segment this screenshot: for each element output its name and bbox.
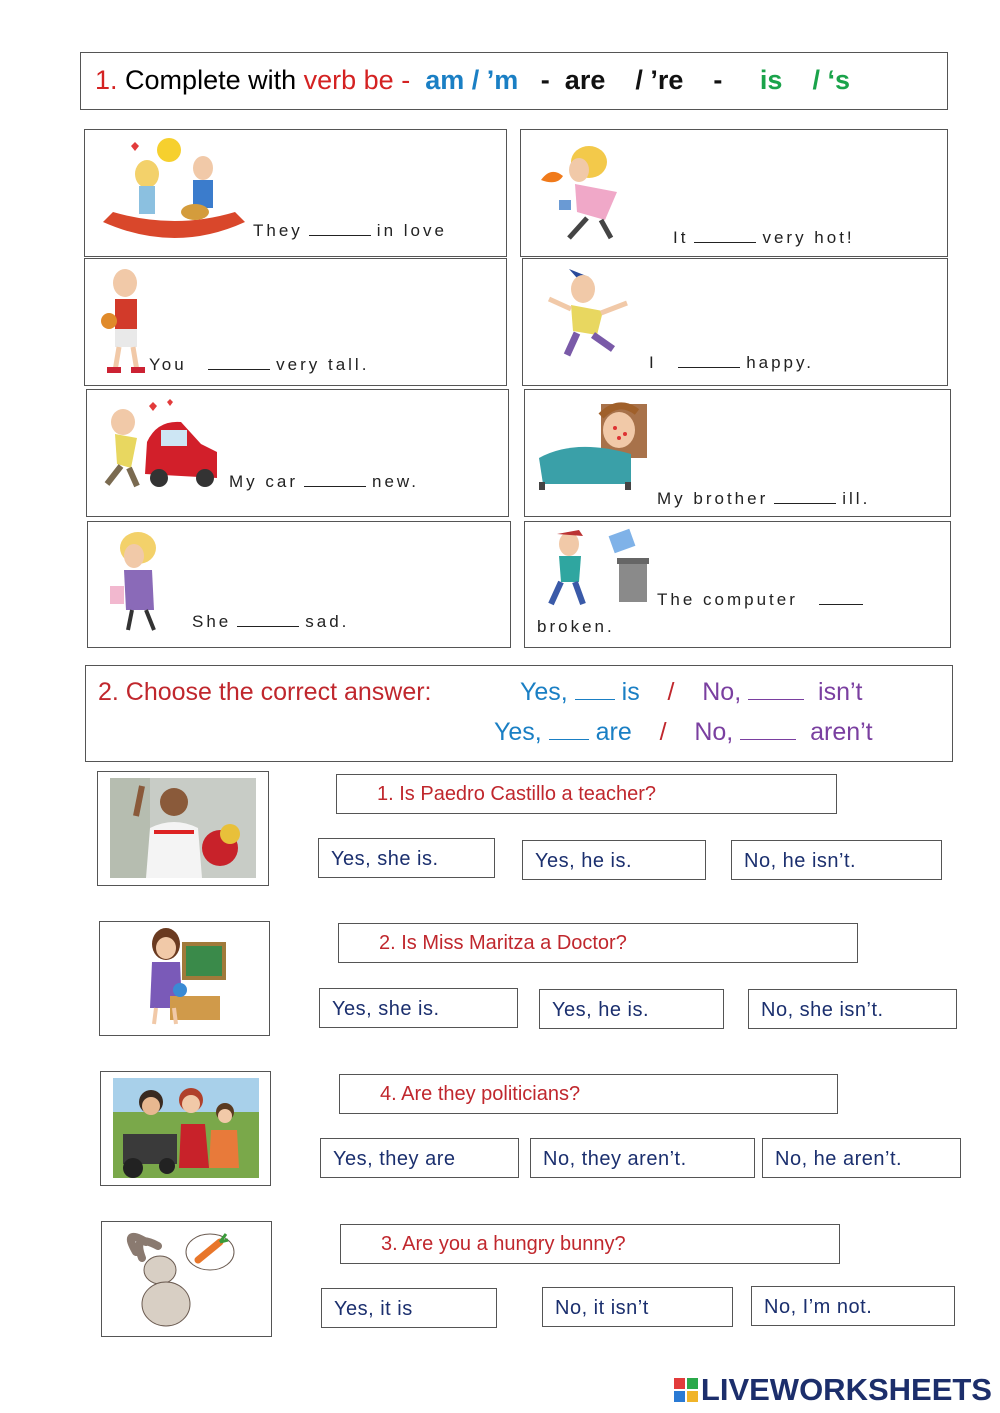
pattern-blank-2 — [748, 681, 804, 700]
sentence-7-end: sad. — [305, 612, 350, 631]
sentence-2-end: very hot! — [762, 228, 855, 247]
q1-option-3[interactable]: No, he isn’t. — [731, 840, 942, 880]
exercise-cell-1 — [84, 129, 507, 257]
pattern-no-1: No, — [702, 678, 742, 706]
sentence-8 — [657, 590, 869, 610]
sentence-8-continued — [537, 617, 615, 637]
photo-family — [100, 1071, 271, 1186]
dash-2: - — [713, 65, 723, 95]
is-short-form: / ‘s — [812, 65, 850, 95]
happy-man-illustration — [533, 263, 643, 369]
question-3: 4. Are they politicians? — [339, 1074, 838, 1114]
sentence-3-end: very tall. — [276, 355, 370, 374]
are-form: are — [564, 65, 606, 95]
is-form: is — [759, 65, 783, 95]
pattern-yes-2: Yes, — [494, 718, 542, 746]
pattern-yes-1: Yes, — [520, 678, 568, 706]
politician-photo-illustration — [98, 772, 267, 884]
question-4: 3. Are you a hungry bunny? — [340, 1224, 840, 1264]
pattern-isnt: isn’t — [818, 678, 863, 706]
q3-option-2[interactable]: No, they aren’t. — [530, 1138, 755, 1178]
sentence-7-start: She — [192, 612, 232, 631]
man-with-car-illustration — [97, 398, 227, 492]
q2-option-3[interactable]: No, she isn’t. — [748, 989, 957, 1029]
pattern-blank-4 — [740, 721, 796, 740]
blank-3[interactable] — [208, 355, 270, 370]
are-short-form: / ’re — [635, 65, 684, 95]
blank-1[interactable] — [309, 221, 371, 236]
tall-man-illustration — [93, 263, 153, 381]
exercise-1-number: 1. — [95, 65, 118, 95]
sentence-5 — [229, 472, 419, 492]
exercise-cell-3 — [84, 258, 507, 386]
blank-8[interactable] — [819, 590, 863, 605]
photo-politician — [97, 771, 269, 886]
sentence-1-end: in love — [376, 221, 447, 240]
exercise-cell-2 — [520, 129, 948, 257]
answer-pattern-is — [520, 678, 862, 707]
q2-option-2[interactable]: Yes, he is. — [539, 989, 724, 1029]
pattern-blank-1 — [575, 681, 615, 700]
exercise-cell-8 — [524, 521, 951, 648]
pattern-are: are — [595, 718, 632, 746]
q3-option-3[interactable]: No, he aren’t. — [762, 1138, 961, 1178]
sentence-5-end: new. — [372, 472, 419, 491]
exercise-cell-7 — [87, 521, 511, 648]
bunny-illustration — [102, 1222, 270, 1335]
question-1: 1. Is Paedro Castillo a teacher? — [336, 774, 837, 814]
exercise-cell-5 — [86, 389, 509, 517]
am-forms: am / ’m — [425, 65, 519, 95]
q4-option-3[interactable]: No, I’m not. — [751, 1286, 955, 1326]
sad-woman-illustration — [98, 526, 188, 634]
sentence-5-start: My car — [229, 472, 298, 491]
sentence-8-end: broken. — [537, 617, 615, 636]
sentence-7 — [192, 612, 349, 632]
exercise-1-title — [80, 52, 948, 110]
blank-4[interactable] — [678, 353, 740, 368]
q3-option-1[interactable]: Yes, they are — [320, 1138, 519, 1178]
sentence-2 — [673, 228, 855, 248]
sentence-3 — [149, 355, 369, 375]
pattern-slash-2: / — [659, 718, 667, 746]
sentence-6-start: My brother — [657, 489, 769, 508]
q4-option-1[interactable]: Yes, it is — [321, 1288, 497, 1328]
pattern-slash-1: / — [667, 678, 675, 706]
sentence-1 — [253, 221, 447, 241]
q1-option-1[interactable]: Yes, she is. — [318, 838, 495, 878]
pattern-blank-3 — [549, 721, 589, 740]
pattern-no-2: No, — [694, 718, 734, 746]
teacher-cartoon-illustration — [100, 922, 268, 1034]
broken-computer-illustration — [535, 526, 659, 610]
liveworksheets-logo-icon — [673, 1377, 699, 1403]
blank-7[interactable] — [237, 612, 299, 627]
blank-6[interactable] — [774, 489, 836, 504]
exercise-cell-6 — [524, 389, 951, 517]
q4-option-2[interactable]: No, it isn’t — [542, 1287, 733, 1327]
sick-boy-in-bed-illustration — [535, 398, 655, 492]
liveworksheets-logo — [673, 1372, 992, 1408]
verb-be-label: verb be - — [303, 65, 411, 95]
photo-bunny — [101, 1221, 272, 1337]
dash-1: - — [540, 65, 550, 95]
q2-option-1[interactable]: Yes, she is. — [319, 988, 518, 1028]
pattern-is: is — [621, 678, 640, 706]
sentence-4-start: I — [649, 353, 657, 372]
sentence-2-start: It — [673, 228, 689, 247]
sentence-4-end: happy. — [746, 353, 814, 372]
answer-pattern-are — [494, 718, 873, 747]
sentence-4 — [649, 353, 814, 373]
hot-woman-illustration — [531, 134, 671, 246]
family-caricature-illustration — [101, 1072, 269, 1184]
sentence-6-end: ill. — [842, 489, 871, 508]
couple-canoe-illustration — [95, 134, 255, 244]
liveworksheets-logo-text: LIVEWORKSHEETS — [700, 1372, 992, 1407]
pattern-arent: aren’t — [810, 718, 873, 746]
blank-5[interactable] — [304, 472, 366, 487]
exercise-2-title — [85, 665, 953, 762]
blank-2[interactable] — [694, 228, 756, 243]
sentence-6 — [657, 489, 870, 509]
sentence-1-start: They — [253, 221, 303, 240]
photo-teacher — [99, 921, 270, 1036]
sentence-8-start: The computer — [657, 590, 798, 609]
exercise-2-heading: 2. Choose the correct answer: — [98, 678, 432, 706]
exercise-1-prefix: Complete with — [125, 65, 297, 95]
exercise-cell-4 — [522, 258, 948, 386]
q1-option-2[interactable]: Yes, he is. — [522, 840, 706, 880]
question-2: 2. Is Miss Maritza a Doctor? — [338, 923, 858, 963]
sentence-3-start: You — [149, 355, 187, 374]
